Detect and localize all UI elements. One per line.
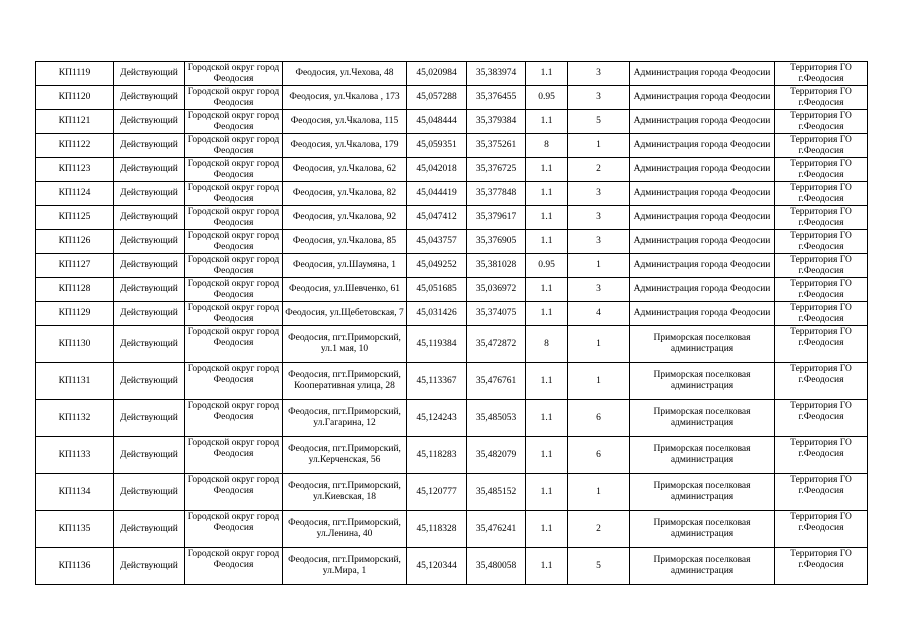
cell-count: 2 (568, 158, 630, 182)
cell-address: Феодосия, ул.Шаумяна, 1 (283, 254, 407, 278)
cell-district: Городской округ город Феодосия (185, 548, 283, 585)
cell-id: КП1125 (36, 206, 114, 230)
cell-owner: Приморская поселковая администрация (630, 326, 775, 363)
cell-latitude: 45,118283 (407, 437, 467, 474)
cell-longitude: 35,376455 (467, 86, 526, 110)
table-row (36, 86, 868, 110)
cell-owner: Приморская поселковая администрация (630, 511, 775, 548)
cell-district: Городской округ город Феодосия (185, 134, 283, 158)
cell-district: Городской округ город Феодосия (185, 363, 283, 400)
cell-count: 3 (568, 182, 630, 206)
cell-longitude: 35,482079 (467, 437, 526, 474)
cell-volume: 1.1 (526, 278, 568, 302)
cell-longitude: 35,480058 (467, 548, 526, 585)
cell-owner: Приморская поселковая администрация (630, 474, 775, 511)
cell-longitude: 35,375261 (467, 134, 526, 158)
cell-count: 1 (568, 134, 630, 158)
cell-id: КП1131 (36, 363, 114, 400)
cell-latitude: 45,048444 (407, 110, 467, 134)
cell-owner: Приморская поселковая администрация (630, 437, 775, 474)
cell-volume: 1.1 (526, 548, 568, 585)
cell-volume: 1.1 (526, 182, 568, 206)
cell-latitude: 45,031426 (407, 302, 467, 326)
cell-status: Действующий (114, 230, 185, 254)
table-row (36, 110, 868, 134)
cell-district: Городской округ город Феодосия (185, 302, 283, 326)
cell-latitude: 45,119384 (407, 326, 467, 363)
table-row (36, 62, 868, 86)
cell-status: Действующий (114, 302, 185, 326)
cell-owner: Приморская поселковая администрация (630, 363, 775, 400)
cell-owner: Администрация города Феодосии (630, 302, 775, 326)
cell-district: Городской округ город Феодосия (185, 158, 283, 182)
cell-territory: Территория ГО г.Феодосия (775, 548, 868, 585)
cell-longitude: 35,485152 (467, 474, 526, 511)
cell-status: Действующий (114, 182, 185, 206)
cell-status: Действующий (114, 400, 185, 437)
cell-territory: Территория ГО г.Феодосия (775, 62, 868, 86)
cell-address: Феодосия, ул.Шевченко, 61 (283, 278, 407, 302)
cell-id: КП1128 (36, 278, 114, 302)
cell-count: 5 (568, 110, 630, 134)
cell-address: Феодосия, ул.Чкалова, 62 (283, 158, 407, 182)
cell-territory: Территория ГО г.Феодосия (775, 110, 868, 134)
cell-territory: Территория ГО г.Феодосия (775, 302, 868, 326)
cell-id: КП1134 (36, 474, 114, 511)
cell-owner: Администрация города Феодосии (630, 182, 775, 206)
cell-latitude: 45,047412 (407, 206, 467, 230)
cell-district: Городской округ город Феодосия (185, 278, 283, 302)
cell-address: Феодосия, ул.Щебетовская, 7 (283, 302, 407, 326)
cell-count: 1 (568, 363, 630, 400)
cell-volume: 8 (526, 326, 568, 363)
cell-id: КП1132 (36, 400, 114, 437)
cell-owner: Администрация города Феодосии (630, 278, 775, 302)
cell-longitude: 35,376905 (467, 230, 526, 254)
cell-volume: 1.1 (526, 363, 568, 400)
cell-id: КП1130 (36, 326, 114, 363)
cell-volume: 1.1 (526, 437, 568, 474)
cell-count: 5 (568, 548, 630, 585)
cell-count: 3 (568, 278, 630, 302)
cell-territory: Территория ГО г.Феодосия (775, 437, 868, 474)
cell-territory: Территория ГО г.Феодосия (775, 182, 868, 206)
table-row (36, 206, 868, 230)
cell-status: Действующий (114, 326, 185, 363)
cell-district: Городской округ город Феодосия (185, 182, 283, 206)
cell-territory: Территория ГО г.Феодосия (775, 511, 868, 548)
cell-longitude: 35,379617 (467, 206, 526, 230)
cell-address: Феодосия, пгт.Приморский, ул.Мира, 1 (283, 548, 407, 585)
table-row (36, 158, 868, 182)
cell-volume: 8 (526, 134, 568, 158)
cell-status: Действующий (114, 363, 185, 400)
cell-count: 1 (568, 254, 630, 278)
cell-district: Городской округ город Феодосия (185, 62, 283, 86)
table-row (36, 254, 868, 278)
cell-count: 6 (568, 400, 630, 437)
cell-territory: Территория ГО г.Феодосия (775, 206, 868, 230)
cell-address: Феодосия, пгт.Приморский, ул.Керченская, 56 (283, 437, 407, 474)
cell-latitude: 45,120344 (407, 548, 467, 585)
cell-address: Феодосия, ул.Чкалова, 115 (283, 110, 407, 134)
cell-territory: Территория ГО г.Феодосия (775, 278, 868, 302)
cell-volume: 1.1 (526, 302, 568, 326)
cell-territory: Территория ГО г.Феодосия (775, 230, 868, 254)
cell-territory: Территория ГО г.Феодосия (775, 363, 868, 400)
cell-id: КП1136 (36, 548, 114, 585)
cell-count: 1 (568, 474, 630, 511)
table-row (36, 511, 868, 548)
cell-latitude: 45,043757 (407, 230, 467, 254)
cell-address: Феодосия, ул.Чкалова, 85 (283, 230, 407, 254)
cell-owner: Администрация города Феодосии (630, 254, 775, 278)
cell-id: КП1126 (36, 230, 114, 254)
cell-territory: Территория ГО г.Феодосия (775, 474, 868, 511)
cell-count: 3 (568, 86, 630, 110)
cell-id: КП1119 (36, 62, 114, 86)
cell-volume: 0.95 (526, 86, 568, 110)
cell-latitude: 45,120777 (407, 474, 467, 511)
cell-district: Городской округ город Феодосия (185, 511, 283, 548)
cell-id: КП1122 (36, 134, 114, 158)
cell-status: Действующий (114, 548, 185, 585)
table-row (36, 474, 868, 511)
table-row (36, 400, 868, 437)
cell-territory: Территория ГО г.Феодосия (775, 400, 868, 437)
cell-address: Феодосия, ул.Чехова, 48 (283, 62, 407, 86)
cell-latitude: 45,113367 (407, 363, 467, 400)
cell-count: 3 (568, 206, 630, 230)
cell-longitude: 35,376725 (467, 158, 526, 182)
cell-owner: Администрация города Феодосии (630, 158, 775, 182)
cell-id: КП1129 (36, 302, 114, 326)
cell-territory: Территория ГО г.Феодосия (775, 86, 868, 110)
cell-address: Феодосия, пгт.Приморский, ул.Ленина, 40 (283, 511, 407, 548)
cell-latitude: 45,044419 (407, 182, 467, 206)
table-row (36, 437, 868, 474)
cell-volume: 1.1 (526, 110, 568, 134)
cell-owner: Администрация города Феодосии (630, 230, 775, 254)
cell-count: 3 (568, 62, 630, 86)
cell-owner: Администрация города Феодосии (630, 110, 775, 134)
cell-territory: Территория ГО г.Феодосия (775, 134, 868, 158)
cell-volume: 0.95 (526, 254, 568, 278)
cell-owner: Администрация города Феодосии (630, 86, 775, 110)
cell-territory: Территория ГО г.Феодосия (775, 158, 868, 182)
cell-territory: Территория ГО г.Феодосия (775, 326, 868, 363)
cell-longitude: 35,377848 (467, 182, 526, 206)
cell-owner: Администрация города Феодосии (630, 62, 775, 86)
cell-id: КП1133 (36, 437, 114, 474)
cell-volume: 1.1 (526, 62, 568, 86)
cell-district: Городской округ город Феодосия (185, 254, 283, 278)
cell-longitude: 35,379384 (467, 110, 526, 134)
cell-status: Действующий (114, 158, 185, 182)
cell-count: 1 (568, 326, 630, 363)
table-row (36, 134, 868, 158)
cell-owner: Администрация города Феодосии (630, 134, 775, 158)
cell-latitude: 45,059351 (407, 134, 467, 158)
cell-longitude: 35,472872 (467, 326, 526, 363)
cell-volume: 1.1 (526, 400, 568, 437)
cell-owner: Приморская поселковая администрация (630, 548, 775, 585)
cell-status: Действующий (114, 437, 185, 474)
table-row (36, 302, 868, 326)
cell-latitude: 45,051685 (407, 278, 467, 302)
table-row (36, 363, 868, 400)
cell-address: Феодосия, ул.Чкалова, 82 (283, 182, 407, 206)
cell-status: Действующий (114, 206, 185, 230)
cell-latitude: 45,057288 (407, 86, 467, 110)
table-row (36, 326, 868, 363)
cell-volume: 1.1 (526, 206, 568, 230)
cell-longitude: 35,036972 (467, 278, 526, 302)
cell-latitude: 45,049252 (407, 254, 467, 278)
table-row (36, 548, 868, 585)
cell-count: 2 (568, 511, 630, 548)
cell-latitude: 45,118328 (407, 511, 467, 548)
cell-status: Действующий (114, 62, 185, 86)
cell-id: КП1123 (36, 158, 114, 182)
cell-status: Действующий (114, 278, 185, 302)
cell-id: КП1121 (36, 110, 114, 134)
cell-id: КП1127 (36, 254, 114, 278)
cell-count: 3 (568, 230, 630, 254)
cell-latitude: 45,020984 (407, 62, 467, 86)
cell-owner: Приморская поселковая администрация (630, 400, 775, 437)
cell-status: Действующий (114, 86, 185, 110)
cell-longitude: 35,476241 (467, 511, 526, 548)
cell-district: Городской округ город Феодосия (185, 326, 283, 363)
cell-district: Городской округ город Феодосия (185, 474, 283, 511)
table-row (36, 278, 868, 302)
cell-address: Феодосия, пгт.Приморский, ул.Киевская, 18 (283, 474, 407, 511)
cell-district: Городской округ город Феодосия (185, 230, 283, 254)
cell-longitude: 35,374075 (467, 302, 526, 326)
cell-count: 6 (568, 437, 630, 474)
cell-count: 4 (568, 302, 630, 326)
cell-address: Феодосия, пгт.Приморский, Кооперативная улица, 28 (283, 363, 407, 400)
cell-status: Действующий (114, 110, 185, 134)
cell-volume: 1.1 (526, 158, 568, 182)
cell-volume: 1.1 (526, 230, 568, 254)
cell-district: Городской округ город Феодосия (185, 437, 283, 474)
cell-district: Городской округ город Феодосия (185, 110, 283, 134)
cell-address: Феодосия, пгт.Приморский, ул.1 мая, 10 (283, 326, 407, 363)
cell-district: Городской округ город Феодосия (185, 400, 283, 437)
cell-longitude: 35,476761 (467, 363, 526, 400)
cell-status: Действующий (114, 474, 185, 511)
table-row (36, 230, 868, 254)
containers-table (35, 61, 868, 585)
cell-volume: 1.1 (526, 511, 568, 548)
cell-address: Феодосия, ул.Чкалова, 179 (283, 134, 407, 158)
cell-district: Городской округ город Феодосия (185, 86, 283, 110)
cell-longitude: 35,383974 (467, 62, 526, 86)
cell-longitude: 35,485053 (467, 400, 526, 437)
cell-address: Феодосия, ул.Чкалова, 92 (283, 206, 407, 230)
cell-id: КП1124 (36, 182, 114, 206)
cell-owner: Администрация города Феодосии (630, 206, 775, 230)
cell-id: КП1120 (36, 86, 114, 110)
cell-latitude: 45,124243 (407, 400, 467, 437)
cell-address: Феодосия, ул.Чкалова , 173 (283, 86, 407, 110)
cell-territory: Территория ГО г.Феодосия (775, 254, 868, 278)
cell-district: Городской округ город Феодосия (185, 206, 283, 230)
cell-longitude: 35,381028 (467, 254, 526, 278)
table-row (36, 182, 868, 206)
cell-status: Действующий (114, 511, 185, 548)
cell-id: КП1135 (36, 511, 114, 548)
cell-status: Действующий (114, 134, 185, 158)
cell-volume: 1.1 (526, 474, 568, 511)
cell-latitude: 45,042018 (407, 158, 467, 182)
cell-address: Феодосия, пгт.Приморский, ул.Гагарина, 12 (283, 400, 407, 437)
cell-status: Действующий (114, 254, 185, 278)
